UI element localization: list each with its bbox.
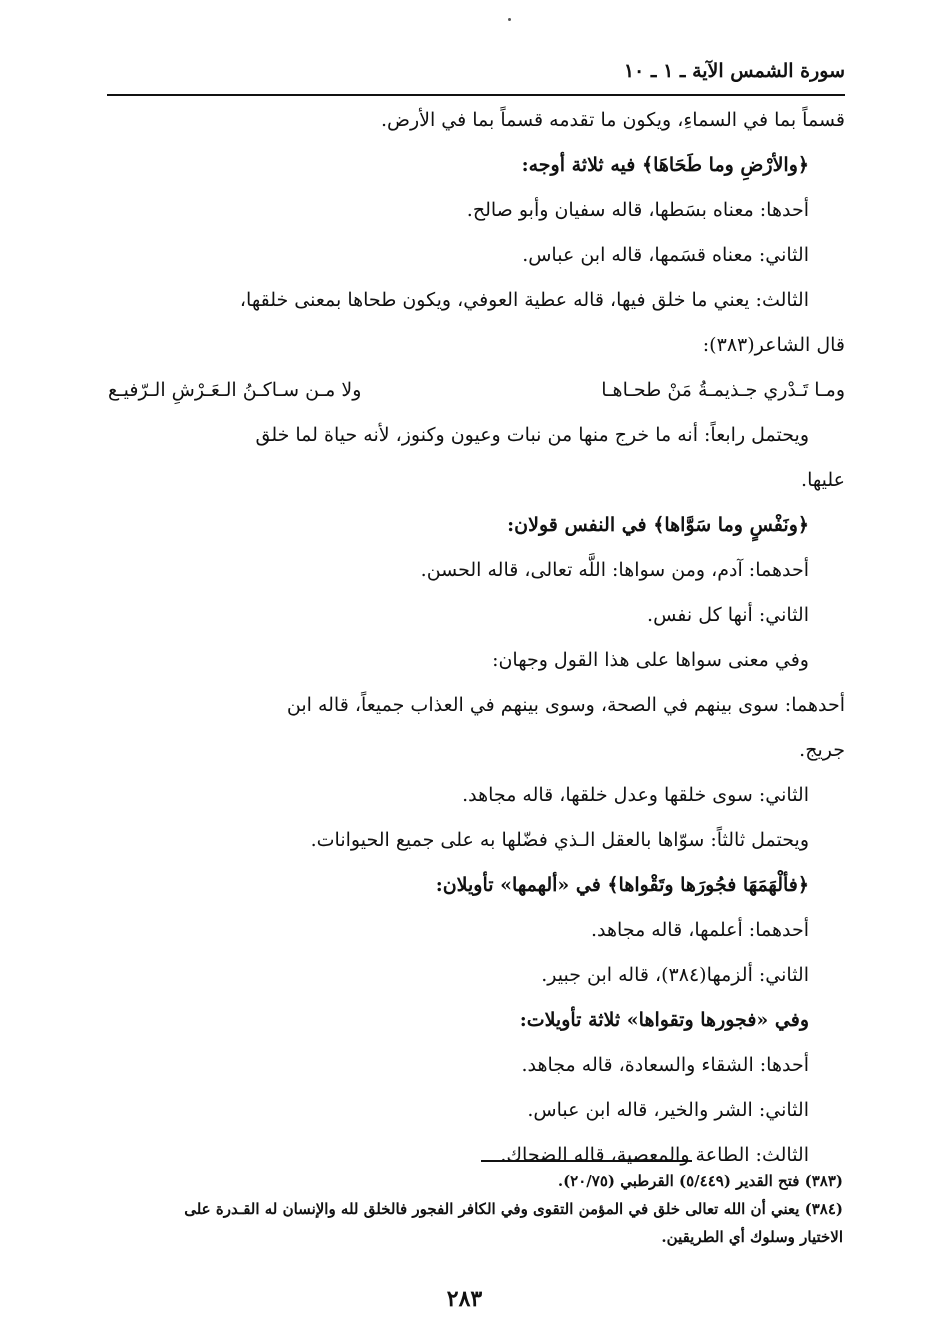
text-line: قال الشاعر(٣٨٣): — [702, 334, 845, 356]
text-line: جريج. — [799, 739, 845, 761]
text-line: الثاني: أنها كل نفس. — [647, 604, 809, 626]
text-line: ويحتمل ثالثاً: سوّاها بالعقل الـذي فضّلها به على جميع الحيوانات. — [310, 829, 809, 851]
footnotes — [108, 1168, 843, 1252]
text-line: الثالث: الطاعة والمعصية، قاله الضحاك. — [500, 1144, 809, 1166]
text-line: أحدهما: أعلمها، قاله مجاهد. — [591, 919, 809, 941]
page-number: ٢٨٣ — [446, 1286, 483, 1312]
footnote-separator — [481, 1160, 692, 1162]
verse-heading: ﴿والأرْضِ وما طَحَاهَا﴾ فيه ثلاثة أوجه: — [521, 154, 809, 176]
text-line: الثالث: يعني ما خلق فيها، قاله عطية العوفي، ويكون طحاها بمعنى خلقها، — [239, 289, 809, 311]
header-title: سورة الشمس الآية ـ ١ ـ ١٠ — [623, 60, 845, 82]
text-line: أحدها: معناه بسَطها، قاله سفيان وأبو صالح. — [466, 199, 809, 221]
footnote-384: (٣٨٤) يعني أن الله تعالى خلق في المؤمن التقوى وفي الكافر الفجور فالخلق لله والإنسان له القـدرة على — [184, 1200, 843, 1218]
text-line: عليها. — [801, 469, 845, 491]
poem-verse — [108, 368, 845, 413]
text-line: أحدهما: آدم، ومن سواها: اللَّه تعالى، قاله الحسن. — [420, 559, 809, 581]
verse-heading: ﴿فألْهَمَهَا فجُورَها وتَقْواها﴾ في «ألهمها» تأويلان: — [435, 874, 809, 896]
footnote-384-continuation: الاختيار وسلوك أي الطريقين. — [661, 1228, 843, 1246]
text-line: الثاني: ألزمها(٣٨٤)، قاله ابن جبير. — [541, 964, 809, 986]
main-text — [108, 98, 845, 1178]
scan-speck — [508, 18, 511, 21]
poem-second-hemistich: ولا مـن سـاكـنُ الـعَـرْشِ الـرّفيـع — [108, 379, 362, 401]
text-line: ويحتمل رابعاً: أنه ما خرج منها من نبات وعيون وكنوز، لأنه حياة لما خلق — [255, 424, 809, 446]
text-line: وفي معنى سواها على هذا القول وجهان: — [492, 649, 809, 671]
poem-first-hemistich: ومـا تَـدْري جـذيمـةُ مَنْ طحـاهـا — [601, 379, 845, 401]
subheading-line: وفي «فجورها وتقواها» ثلاثة تأويلات: — [519, 1009, 809, 1031]
footnote-383: (٣٨٣) فتح القدير (٥/٤٤٩) القرطبي (٢٠/٧٥). — [557, 1172, 843, 1190]
text-line: أحدها: الشقاء والسعادة، قاله مجاهد. — [521, 1054, 809, 1076]
text-line: الثاني: سوى خلقها وعدل خلقها، قاله مجاهد. — [462, 784, 809, 806]
text-line: الثاني: الشر والخير، قاله ابن عباس. — [527, 1099, 809, 1121]
text-line: أحدهما: سوى بينهم في الصحة، وسوى بينهم في العذاب جميعاً، قاله ابن — [286, 694, 845, 716]
verse-heading: ﴿ونَفْسٍ وما سَوَّاها﴾ في النفس قولان: — [507, 514, 809, 536]
text-line: الثاني: معناه قسَمها، قاله ابن عباس. — [522, 244, 809, 266]
running-header — [107, 56, 845, 96]
text-line: قسماً بما في السماءِ، ويكون ما تقدمه قسماً بما في الأرض. — [380, 109, 845, 131]
